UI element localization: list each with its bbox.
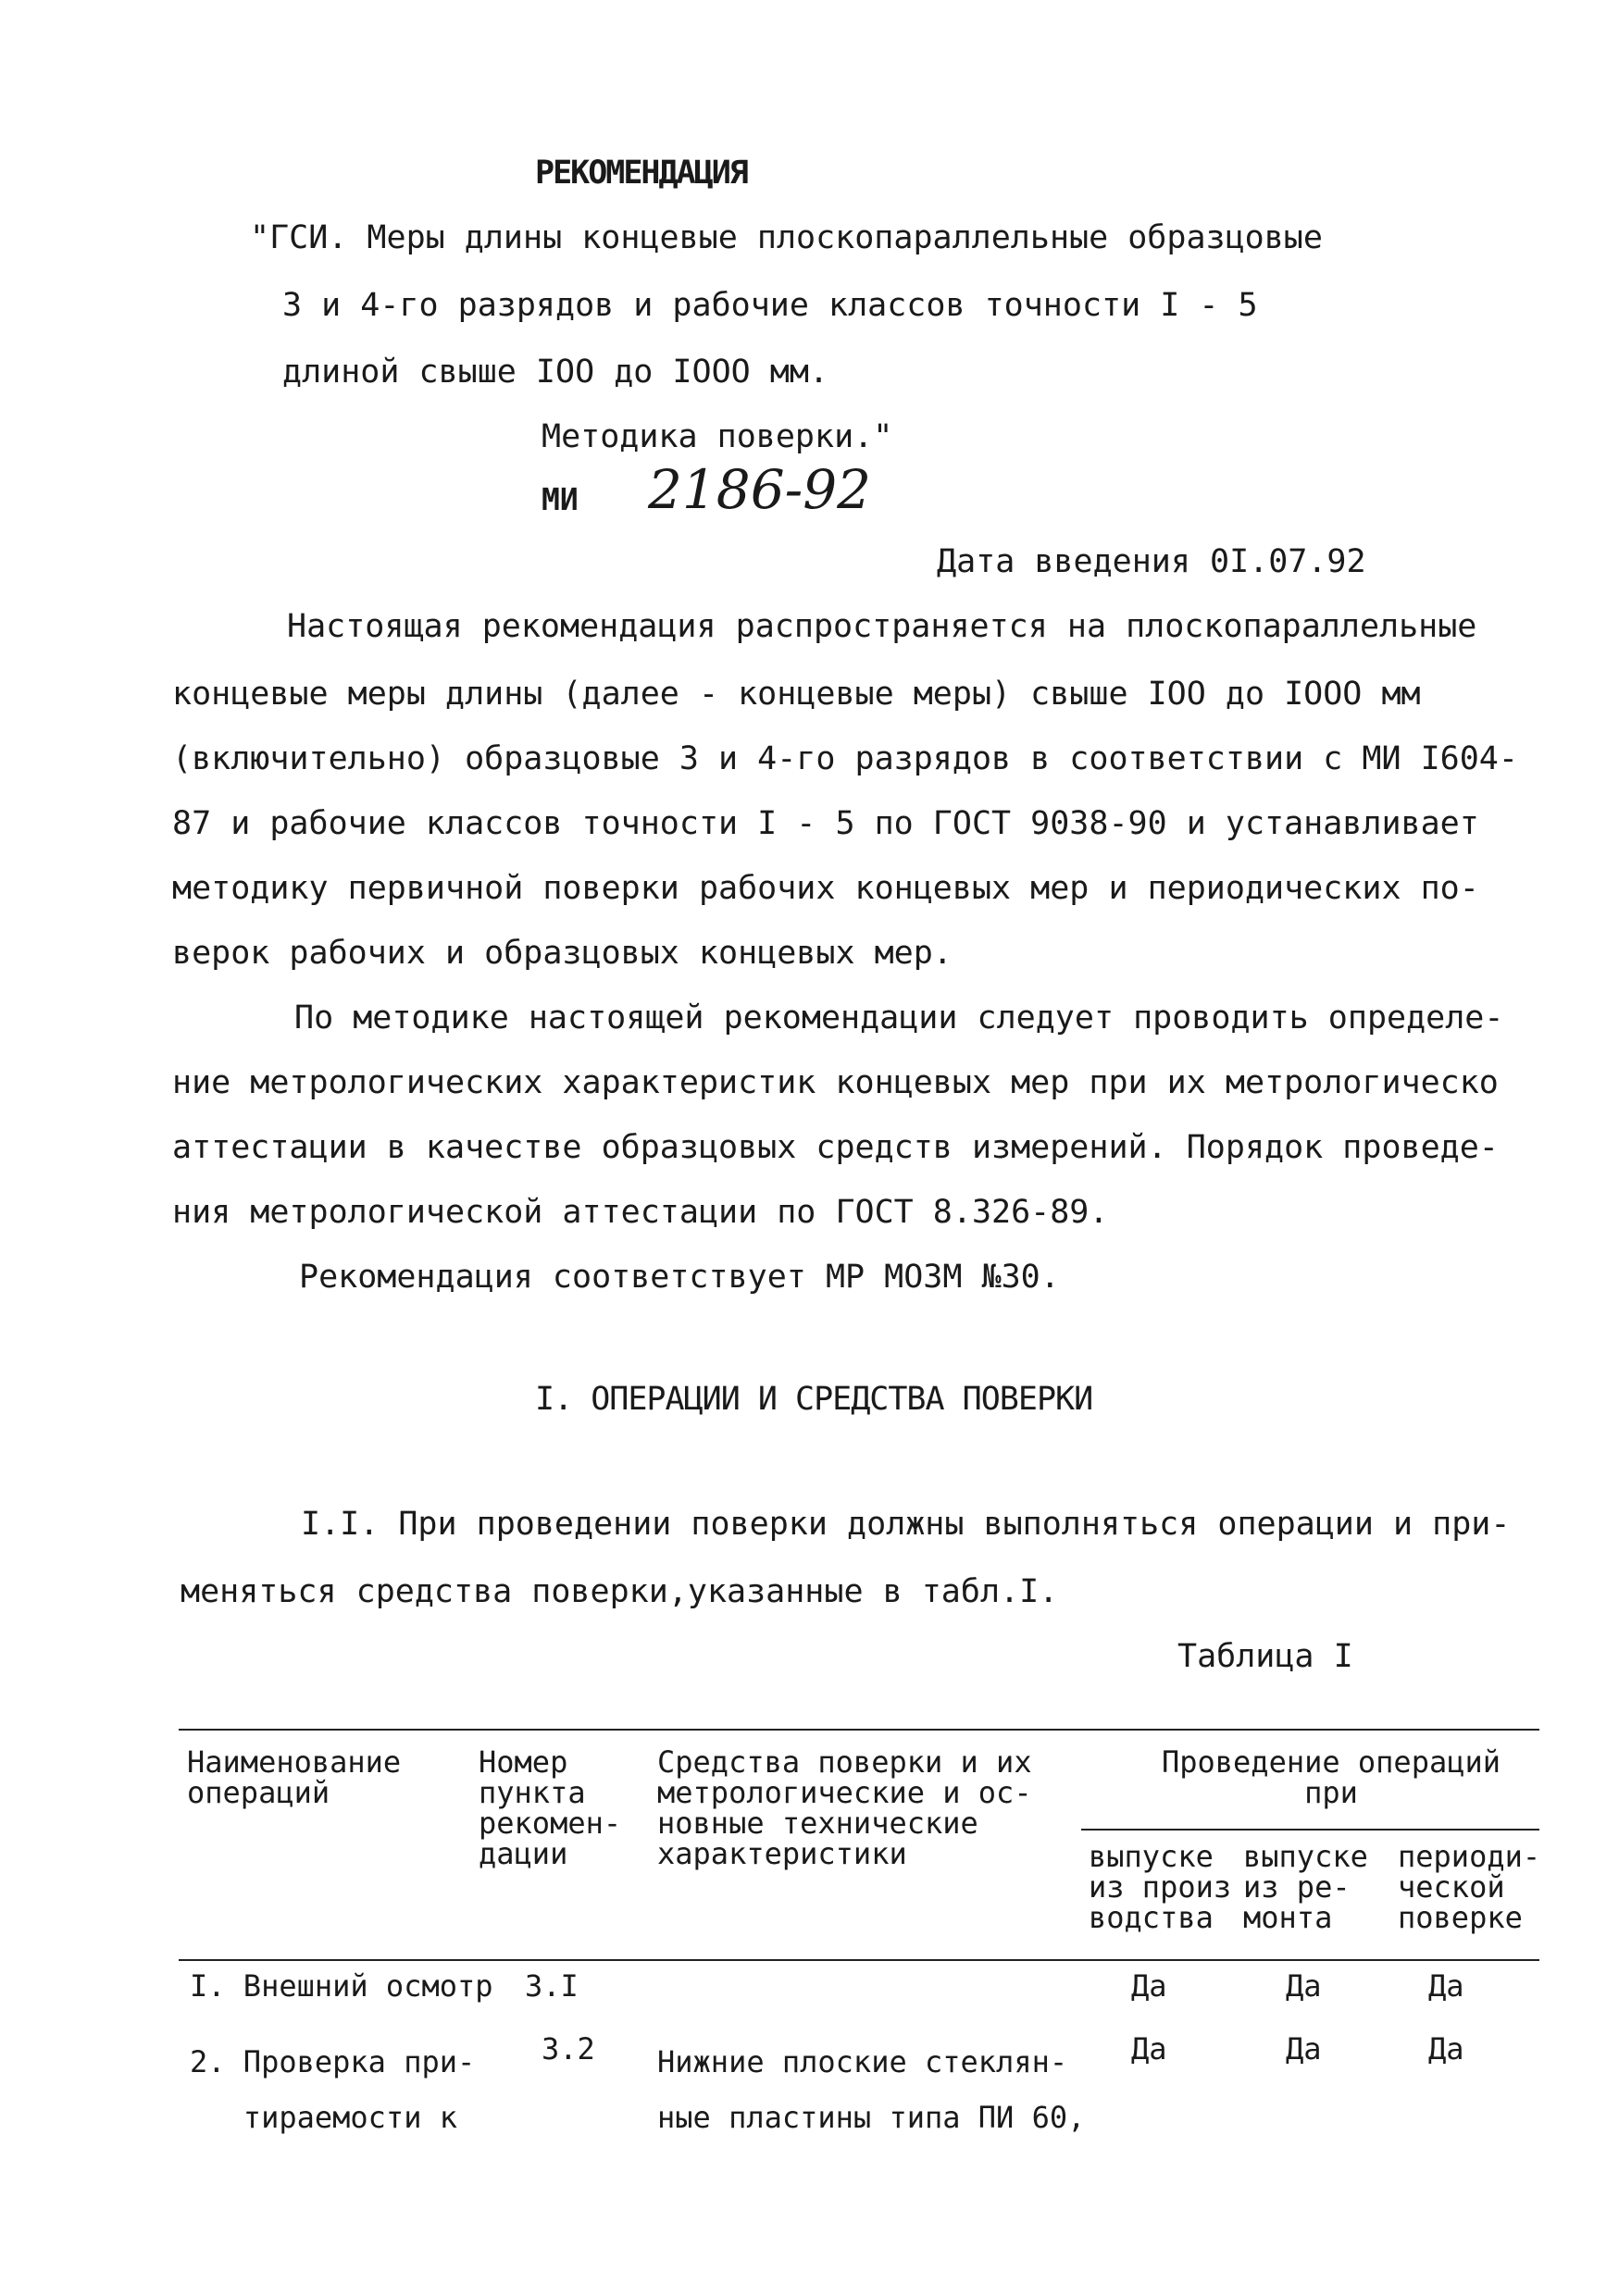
table-group-rule xyxy=(1081,1829,1539,1831)
table-header-clause: Номер пункта рекомен- дации xyxy=(479,1744,622,1871)
para1-line-6: верок рабочих и образцовых концевых мер. xyxy=(172,935,953,972)
table-subheader-production: выпуске из произ водства xyxy=(1089,1839,1232,1935)
para1-line-5: методику первичной поверки рабочих концевых мер и периодических по- xyxy=(172,870,1479,907)
row2-production: Да xyxy=(1131,2031,1167,2066)
para2-line-1: По методике настоящей рекомендации следует проводить определе- xyxy=(294,999,1504,1036)
intro-date: Дата введения 0I.07.92 xyxy=(937,543,1366,580)
subtitle-line-2: 3 и 4-го разрядов и рабочие классов точности I - 5 xyxy=(282,287,1258,324)
para2-line-2: ние метрологических характеристик концевых мер при их метрологическо xyxy=(172,1064,1499,1101)
table-header-bottom-rule xyxy=(179,1959,1539,1961)
para3-line-1: Рекомендация соответствует МР МОЗМ №30. xyxy=(299,1259,1060,1296)
para2-line-4: ния метрологической аттестации по ГОСТ 8.326-89. xyxy=(172,1194,1109,1231)
para1-line-2: концевые меры длины (далее - концевые меры) свыше IOO до IOOO мм xyxy=(172,676,1421,713)
table-caption: Таблица I xyxy=(1177,1638,1353,1675)
doc-code-handwritten: 2186-92 xyxy=(648,458,872,521)
para1-line-4: 87 и рабочие классов точности I - 5 по ГОСТ 9038-90 и устанавливает xyxy=(172,805,1479,842)
row1-clause: 3.I xyxy=(525,1968,579,2004)
para1-line-3: (включительно) образцовые 3 и 4-го разрядов в соответствии с МИ I604- xyxy=(172,740,1518,777)
table-subheader-repair: выпуске из ре- монта xyxy=(1243,1839,1368,1935)
row2-means: Нижние плоские стеклян- ные пластины типа ПИ 60, xyxy=(657,2044,1086,2135)
row2-operation: 2. Проверка при- тираемости к xyxy=(190,2044,476,2135)
para1-line-1: Настоящая рекомендация распространяется на плоскопараллельные xyxy=(287,608,1477,645)
subtitle-line-1: "ГСИ. Меры длины концевые плоскопараллельные образцовые xyxy=(250,219,1323,256)
row1-production: Да xyxy=(1131,1968,1167,2004)
subtitle-line-3: длиной свыше IOO до IOOO мм. xyxy=(282,354,829,391)
row2-repair: Да xyxy=(1286,2031,1322,2066)
section-para-line-2: меняться средства поверки,указанные в табл.I. xyxy=(181,1573,1059,1610)
row2-periodic: Да xyxy=(1428,2031,1464,2066)
section-title: I. ОПЕРАЦИИ И СРЕДСТВА ПОВЕРКИ xyxy=(535,1381,1093,1418)
table-subheader-periodic: периоди- ческой поверке xyxy=(1398,1839,1541,1935)
subtitle-line-4: Методика поверки." xyxy=(542,418,893,455)
row1-periodic: Да xyxy=(1428,1968,1464,2004)
row1-repair: Да xyxy=(1286,1968,1322,2004)
document-title: РЕКОМЕНДАЦИЯ xyxy=(535,155,747,192)
para2-line-3: аттестации в качестве образцовых средств измерений. Порядок проведе- xyxy=(172,1129,1499,1166)
table-header-operations: Наименование операций xyxy=(187,1744,402,1810)
row2-clause: 3.2 xyxy=(542,2031,595,2066)
table-header-means: Средства поверки и их метрологические и ос- новные технические характеристики xyxy=(657,1744,1032,1871)
doc-code-prefix: МИ xyxy=(542,481,579,517)
section-para-line-1: I.I. При проведении поверки должны выполняться операции и при- xyxy=(301,1506,1511,1543)
table-header-group: Проведение операций при xyxy=(1161,1744,1501,1810)
row1-operation: I. Внешний осмотр xyxy=(190,1968,493,2004)
table-top-rule xyxy=(179,1729,1539,1731)
